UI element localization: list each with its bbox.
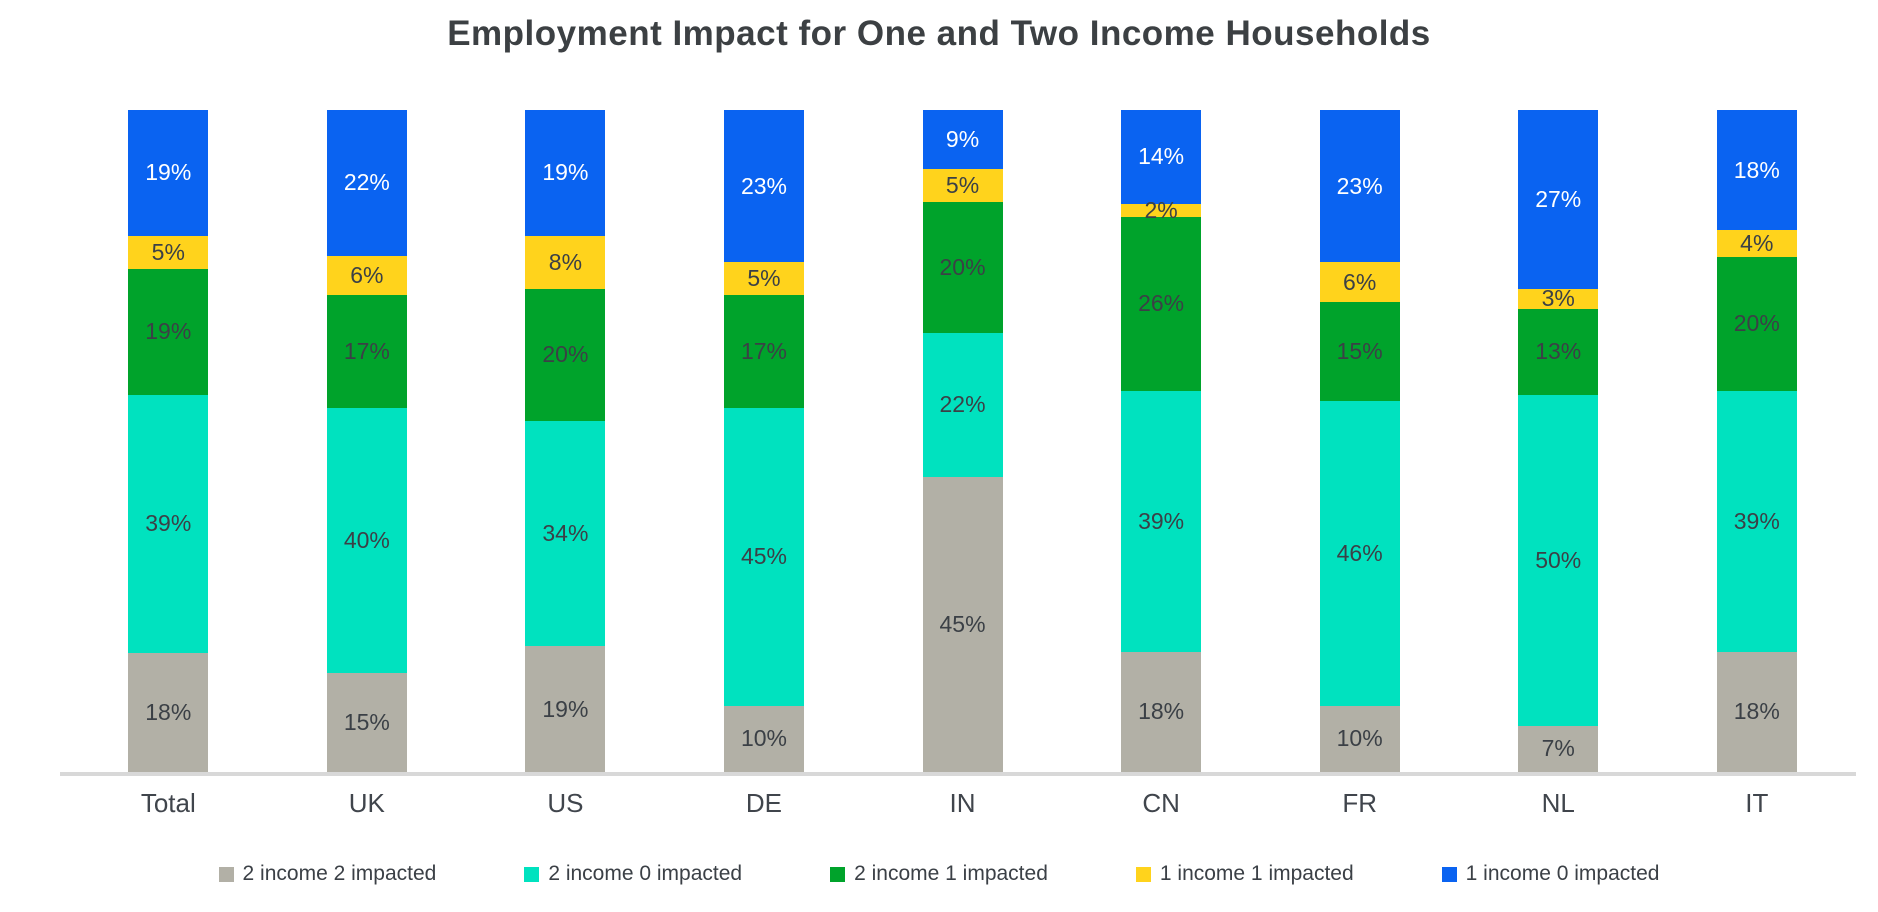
bar-segment-label: 39%: [1138, 507, 1185, 534]
bar-segment: [525, 236, 605, 289]
bar-segment-label: 2%: [1144, 196, 1178, 223]
bar-segment-label: 27%: [1535, 185, 1582, 212]
bar-segment-label: 5%: [747, 265, 781, 292]
bar-segment: [525, 421, 605, 646]
bar-segment: [128, 269, 208, 395]
bar-segment: [923, 333, 1003, 477]
bar-segment-label: 19%: [542, 695, 589, 722]
bar-segment: [1717, 230, 1797, 257]
bar-segment: [327, 256, 407, 296]
bar-segment-label: 20%: [939, 253, 986, 280]
bar-segment: [525, 110, 605, 236]
bar-segment: [923, 110, 1003, 169]
bar-segment: [1121, 110, 1201, 204]
chart-title: Employment Impact for One and Two Income Households: [447, 14, 1431, 53]
bar-segment-label: 22%: [939, 391, 986, 418]
bar-segment-label: 15%: [343, 708, 390, 735]
bar-segment: [1717, 652, 1797, 772]
bar-segment-label: 20%: [542, 341, 589, 368]
bar-segment: [128, 653, 208, 772]
bar-slot-cn: [1062, 110, 1261, 772]
bar-segment-label: 9%: [945, 125, 980, 152]
x-axis-label-uk: UK: [348, 788, 385, 818]
bar-segment-label: 17%: [343, 338, 390, 365]
bar-segment-label: 10%: [1336, 725, 1383, 752]
legend-item: [524, 862, 742, 886]
bar-segment: [1518, 726, 1598, 772]
bar-segment: [1121, 391, 1201, 652]
x-axis-labels: [69, 788, 1856, 819]
bar-segment-label: 5%: [945, 171, 980, 198]
x-axis-label-cn: CN: [1142, 788, 1180, 818]
bar-segment: [327, 408, 407, 673]
bar-segment-label: 4%: [1740, 230, 1774, 257]
bar-segment-label: 8%: [548, 248, 583, 275]
bar-segment: [1518, 285, 1598, 312]
bar-segment-label: 6%: [1343, 268, 1377, 295]
legend-swatch-icon: [1136, 867, 1151, 882]
bar-segment: [1320, 706, 1400, 772]
stacked-bar-us: [525, 110, 605, 772]
bar-segment: [1518, 309, 1598, 395]
legend-swatch-icon: [830, 867, 845, 882]
legend-swatch-icon: [1442, 867, 1457, 882]
legend-swatch-icon: [219, 867, 234, 882]
stacked-bar-nl: [1518, 110, 1598, 772]
bar-slot-fr: [1260, 110, 1459, 772]
legend-item: [219, 862, 437, 886]
bar-segment: [1121, 217, 1201, 391]
bar-segment-label: 19%: [542, 159, 589, 186]
legend-item: [1136, 862, 1354, 886]
bar-segment-label: 18%: [1138, 698, 1185, 725]
legend-label: 1 income 0 impacted: [1465, 862, 1660, 885]
bar-segment-label: 23%: [740, 172, 787, 199]
stacked-bar-fr: [1320, 110, 1400, 772]
bar-segment: [923, 169, 1003, 202]
bar-segment: [923, 202, 1003, 333]
stacked-bar-uk: [327, 110, 407, 772]
bar-slot-uk: [268, 110, 467, 772]
bar-segment-label: 13%: [1535, 338, 1582, 365]
bar-segment-label: 39%: [145, 510, 192, 537]
legend-label: 2 income 2 impacted: [242, 862, 437, 885]
legend-label: 2 income 1 impacted: [854, 862, 1048, 885]
bar-segment-label: 18%: [1733, 698, 1780, 725]
bar-slot-de: [665, 110, 864, 772]
bar-segment: [1717, 257, 1797, 391]
x-axis-label-in: IN: [949, 788, 976, 818]
bar-segment-label: 46%: [1336, 540, 1383, 567]
bar-segment-label: 45%: [939, 611, 986, 638]
bar-segment: [327, 673, 407, 772]
bar-segment-label: 19%: [145, 318, 192, 345]
bar-segment-label: 7%: [1541, 735, 1575, 762]
bar-segment: [1717, 391, 1797, 652]
bar-slot-nl: [1459, 110, 1658, 772]
bar-segment-label: 34%: [542, 520, 589, 547]
x-axis-label-it: IT: [1745, 788, 1769, 818]
bar-segment-label: 19%: [145, 159, 192, 186]
legend: [0, 862, 1878, 886]
plot-area: [69, 110, 1856, 772]
bar-segment: [724, 262, 804, 295]
x-axis-label-us: US: [547, 788, 584, 818]
bar-segment-label: 45%: [740, 543, 787, 570]
bar-segment-label: 10%: [740, 725, 787, 752]
bar-segment: [128, 236, 208, 269]
bar-segment-label: 3%: [1541, 285, 1575, 312]
bar-segment-label: 18%: [1733, 156, 1780, 183]
x-axis-label-fr: FR: [1342, 788, 1377, 818]
bar-segment: [724, 295, 804, 408]
bar-segment: [724, 110, 804, 262]
bar-segment: [525, 646, 605, 772]
stacked-bar-it: [1717, 110, 1797, 772]
bar-segment: [128, 395, 208, 653]
legend-label: 1 income 1 impacted: [1159, 862, 1354, 885]
bar-segment: [1717, 110, 1797, 230]
legend-item: [830, 862, 1048, 886]
bar-segment: [1320, 110, 1400, 262]
bar-slot-in: [863, 110, 1062, 772]
bar-segment: [1518, 110, 1598, 289]
bar-segment: [1320, 302, 1400, 401]
stacked-bar-cn: [1121, 110, 1201, 772]
bar-segment-label: 22%: [343, 169, 390, 196]
bar-segment: [724, 408, 804, 706]
x-axis-label-total: Total: [140, 788, 196, 818]
x-axis-label-de: DE: [745, 788, 783, 818]
bar-segment-label: 26%: [1138, 290, 1185, 317]
bar-segment: [724, 706, 804, 772]
stacked-bar-de: [724, 110, 804, 772]
legend-swatch-icon: [524, 867, 539, 882]
bar-segment: [327, 110, 407, 256]
bar-segment-label: 6%: [350, 262, 384, 288]
bar-segment-label: 39%: [1733, 507, 1780, 534]
legend-item: [1442, 862, 1660, 886]
bar-segment: [1121, 652, 1201, 772]
bar-segment: [128, 110, 208, 236]
bar-segment-label: 17%: [740, 338, 787, 365]
bar-segment: [1320, 401, 1400, 706]
bar-segment-label: 20%: [1733, 310, 1780, 337]
bar-segment: [1518, 395, 1598, 726]
legend-label: 2 income 0 impacted: [548, 862, 743, 885]
bar-segment-label: 14%: [1138, 143, 1185, 170]
bar-segment: [923, 477, 1003, 772]
bar-slot-us: [466, 110, 665, 772]
bar-segment-label: 50%: [1535, 546, 1582, 573]
stacked-bar-in: [923, 110, 1003, 772]
bar-segment: [1320, 262, 1400, 302]
x-axis-label-nl: NL: [1541, 788, 1575, 818]
bar-segment: [1121, 196, 1201, 223]
bar-segment-label: 23%: [1336, 172, 1383, 199]
bar-segment: [525, 289, 605, 421]
bar-segment-label: 40%: [343, 526, 390, 553]
x-axis-line: [60, 772, 1856, 776]
bar-segment-label: 18%: [145, 698, 192, 725]
bar-segment: [327, 295, 407, 408]
bar-segment-label: 5%: [151, 238, 185, 265]
stacked-bar-total: [128, 110, 208, 772]
bar-segment-label: 15%: [1336, 338, 1383, 365]
bar-slot-it: [1658, 110, 1857, 772]
bar-slot-total: [69, 110, 268, 772]
